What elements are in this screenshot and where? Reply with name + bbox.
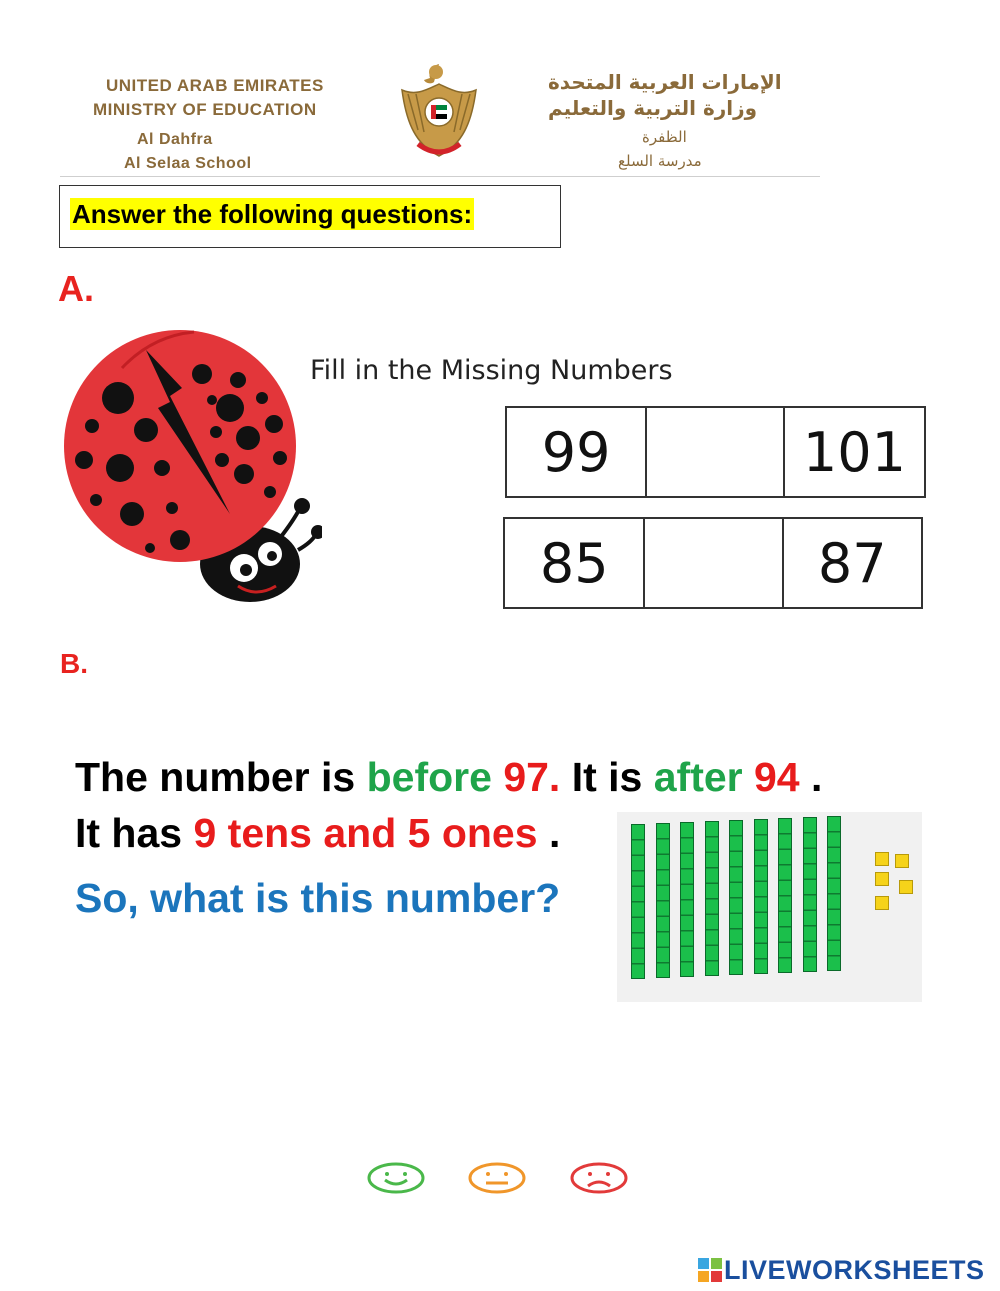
instruction-text: Answer the following questions: bbox=[72, 199, 473, 229]
ones-cube bbox=[895, 854, 909, 868]
clue-number-94: 94 bbox=[742, 754, 800, 800]
clue-line-1 bbox=[75, 752, 822, 802]
smiley-happy-icon[interactable] bbox=[367, 1162, 425, 1194]
clue-keyword-after: after bbox=[653, 754, 743, 800]
ladybug-illustration bbox=[62, 328, 322, 610]
tens-rod bbox=[754, 819, 768, 974]
tens-rod bbox=[631, 824, 645, 979]
clue-keyword-before: before bbox=[366, 754, 492, 800]
base-ten-blocks bbox=[617, 812, 922, 1002]
header-country-en: UNITED ARAB EMIRATES bbox=[106, 76, 324, 95]
tens-rod bbox=[656, 823, 670, 978]
clue-period: . bbox=[799, 754, 823, 800]
instruction-box bbox=[59, 185, 561, 248]
liveworksheets-brand: LIVEWORKSHEETS bbox=[724, 1255, 985, 1285]
missing-number-cell[interactable] bbox=[644, 518, 782, 608]
clue-period: . bbox=[537, 810, 561, 856]
header-school-ar: مدرسة السلع bbox=[618, 152, 702, 170]
liveworksheets-logo-icon bbox=[698, 1258, 722, 1282]
clue-text: The number is bbox=[75, 754, 367, 800]
missing-number-input-2[interactable] bbox=[645, 518, 785, 608]
number-row-1 bbox=[505, 406, 926, 498]
number-cell-first: 99 bbox=[506, 407, 646, 497]
number-cell-last: 101 bbox=[784, 407, 925, 497]
section-a-label: A. bbox=[58, 268, 94, 309]
header-region-en: Al Dahfra bbox=[137, 131, 213, 148]
question-text: So, what is this number? bbox=[75, 875, 561, 921]
clue-line-2 bbox=[75, 808, 560, 858]
clue-number-97: 97. bbox=[491, 754, 561, 800]
number-row-2 bbox=[503, 517, 923, 609]
answer-input[interactable] bbox=[80, 960, 384, 1006]
clue-text: It has bbox=[75, 810, 194, 856]
ones-cube bbox=[875, 896, 889, 910]
header-ministry-ar: وزارة التربية والتعليم bbox=[548, 96, 758, 120]
tens-rod bbox=[803, 817, 817, 972]
number-cell-last: 87 bbox=[783, 518, 922, 608]
header-ministry-en: MINISTRY OF EDUCATION bbox=[93, 100, 317, 119]
ones-cube bbox=[875, 852, 889, 866]
tens-rod bbox=[680, 822, 694, 977]
ones-cube bbox=[899, 880, 913, 894]
clue-tens-ones: 9 tens and 5 ones bbox=[193, 810, 538, 856]
missing-number-input-1[interactable] bbox=[647, 407, 787, 497]
tens-rod bbox=[827, 816, 841, 971]
ones-cube bbox=[875, 872, 889, 886]
header-divider bbox=[60, 176, 820, 177]
tens-rod bbox=[705, 821, 719, 976]
fill-missing-title: Fill in the Missing Numbers bbox=[310, 355, 673, 386]
smiley-sad-icon[interactable] bbox=[570, 1162, 628, 1194]
tens-rod bbox=[729, 820, 743, 975]
uae-emblem-logo bbox=[396, 60, 482, 160]
header-country-ar: الإمارات العربية المتحدة bbox=[548, 70, 782, 94]
missing-number-cell[interactable] bbox=[646, 407, 784, 497]
section-b-label: B. bbox=[60, 648, 88, 679]
header-region-ar: الظفرة bbox=[642, 128, 687, 146]
tens-rod bbox=[778, 818, 792, 973]
header-school-en: Al Selaa School bbox=[124, 155, 252, 172]
clue-text: It is bbox=[560, 754, 654, 800]
number-cell-first: 85 bbox=[504, 518, 644, 608]
smiley-neutral-icon[interactable] bbox=[468, 1162, 526, 1194]
